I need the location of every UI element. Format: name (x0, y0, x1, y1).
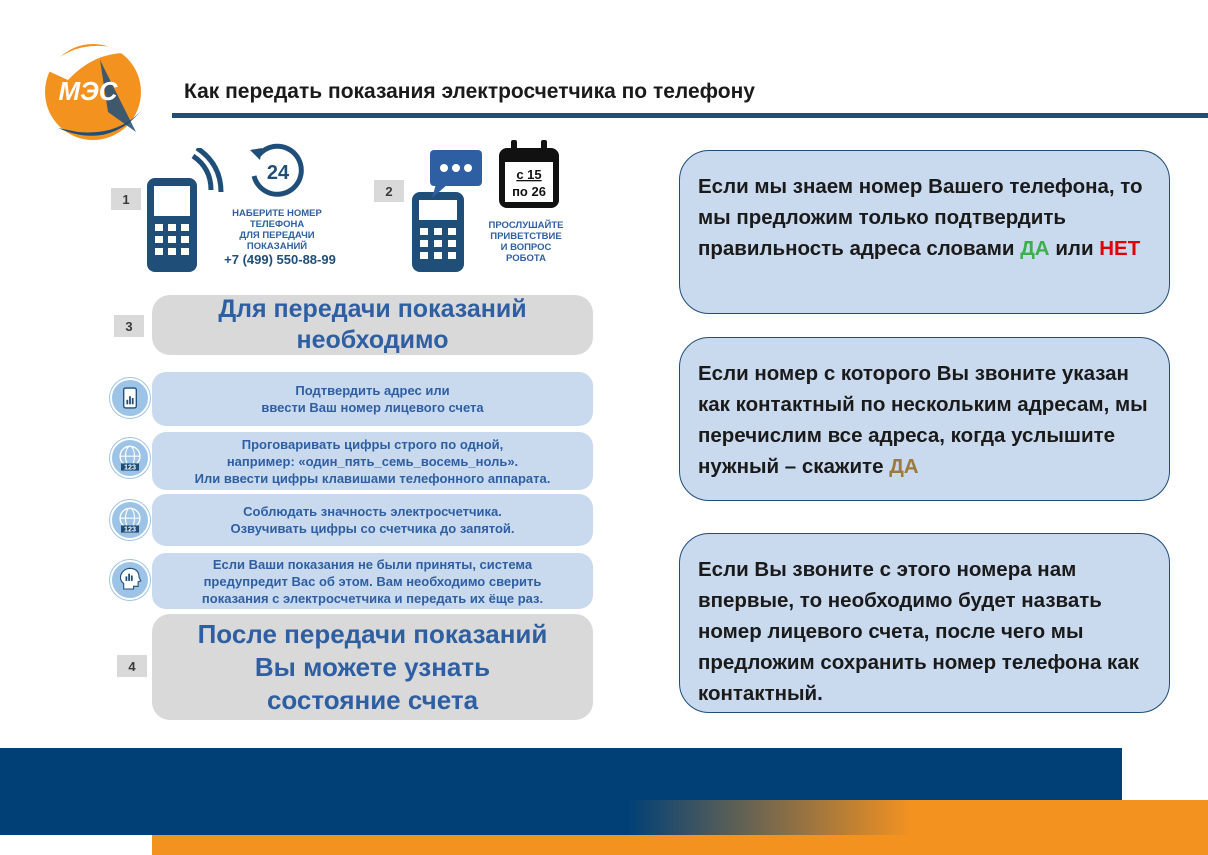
requirement-readings-rejected (152, 553, 593, 609)
no-word: НЕТ (1099, 237, 1141, 260)
yes-word: ДА (1020, 237, 1050, 260)
step-2-line: РОБОТА (506, 253, 546, 264)
step-3-line: необходимо (296, 326, 449, 354)
requirement-line: например: «один_пять_семь_восемь_ноль». (226, 453, 519, 469)
step-3-badge: 3 (114, 315, 144, 337)
title-divider (172, 113, 1208, 118)
requirement-line: предупредит Вас об этом. Вам необходимо сверить (203, 573, 542, 589)
calendar-end: по 26 (512, 184, 546, 199)
logo-text: МЭС (58, 76, 118, 106)
requirement-line: показания с электросчетчика и передать их ёще раз. (201, 590, 544, 606)
step-4-line: состояние счета (266, 684, 479, 715)
step-2-line: ПРОСЛУШАЙТЕ (488, 220, 564, 231)
step-4-line: Вы можете узнать (254, 651, 491, 682)
globe-123-icon (110, 438, 150, 478)
requirement-line: Подтвердить адрес или (295, 383, 450, 398)
requirement-meter-digits (152, 494, 593, 546)
step-1-line: ДЛЯ ПЕРЕДАЧИ (239, 230, 315, 241)
footer-orange-bar (152, 835, 1208, 855)
step-4-badge: 4 (117, 655, 147, 677)
tablet-chart-icon (110, 378, 150, 418)
info-box-text: Если номер с которого Вы звоните указан как контактный по нескольким адресам, мы перечислим все адреса, когда услышите нужный – скажите (698, 362, 1148, 478)
step-2-line: ПРИВЕТСТВИЕ (490, 231, 562, 242)
step-1-badge: 1 (111, 188, 141, 210)
yes-word: ДА (889, 455, 919, 478)
step-3-line: Для передачи показаний (218, 295, 527, 323)
info-box-text: Если Вы звоните с этого номера нам впервые, то необходимо будет назвать номер лицевого счета, после чего мы предложим сохранить номер телефона как контактный. (698, 558, 1139, 705)
step-2-instruction (478, 220, 574, 264)
page-title: Как передать показания электросчетчика по телефону (184, 80, 755, 103)
step-4-heading (152, 614, 593, 720)
requirement-line: Если Ваши показания не были приняты, система (212, 556, 533, 572)
svg-text:123: 123 (124, 462, 136, 472)
calendar-start: с 15 (516, 167, 542, 182)
calendar-icon (497, 140, 561, 210)
info-box-text: Если мы знаем номер Вашего телефона, то мы предложим только подтвердить правильность адреса словами (698, 175, 1143, 260)
hotline-phone-number: +7 (499) 550-88-99 (224, 252, 336, 267)
step-3-heading (152, 295, 593, 355)
mes-logo (38, 40, 148, 140)
info-box-known-number (679, 150, 1170, 314)
requirement-line: Соблюдать значность электросчетчика. (243, 504, 502, 519)
requirement-line: Озвучивать цифры со счетчика до запятой. (230, 521, 515, 536)
head-chart-icon (110, 560, 150, 600)
requirement-line: Проговаривать цифры строго по одной, (241, 436, 504, 452)
step-1-line: ТЕЛЕФОНА (249, 219, 305, 230)
info-box-first-call (679, 533, 1170, 713)
requirement-speak-digits (152, 432, 593, 490)
requirement-line: ввести Ваш номер лицевого счета (261, 400, 484, 415)
step-2-badge: 2 (374, 180, 404, 202)
step-2-line: И ВОПРОС (500, 242, 552, 253)
step-1-line: НАБЕРИТЕ НОМЕР (232, 208, 322, 219)
clock-24-icon (248, 142, 306, 200)
info-box-multiple-addresses (679, 337, 1170, 501)
clock-label: 24 (266, 162, 290, 184)
step-1-line: ПОКАЗАНИЙ (246, 241, 308, 252)
step-1-instruction (212, 208, 342, 252)
svg-text:123: 123 (124, 524, 136, 534)
globe-123-icon (110, 500, 150, 540)
requirement-line: Или ввести цифры клавишами телефонного аппарата. (194, 470, 551, 486)
step-4-line: После передачи показаний (197, 618, 548, 649)
requirement-confirm-address (152, 372, 593, 426)
info-box-text: или (1049, 237, 1100, 260)
